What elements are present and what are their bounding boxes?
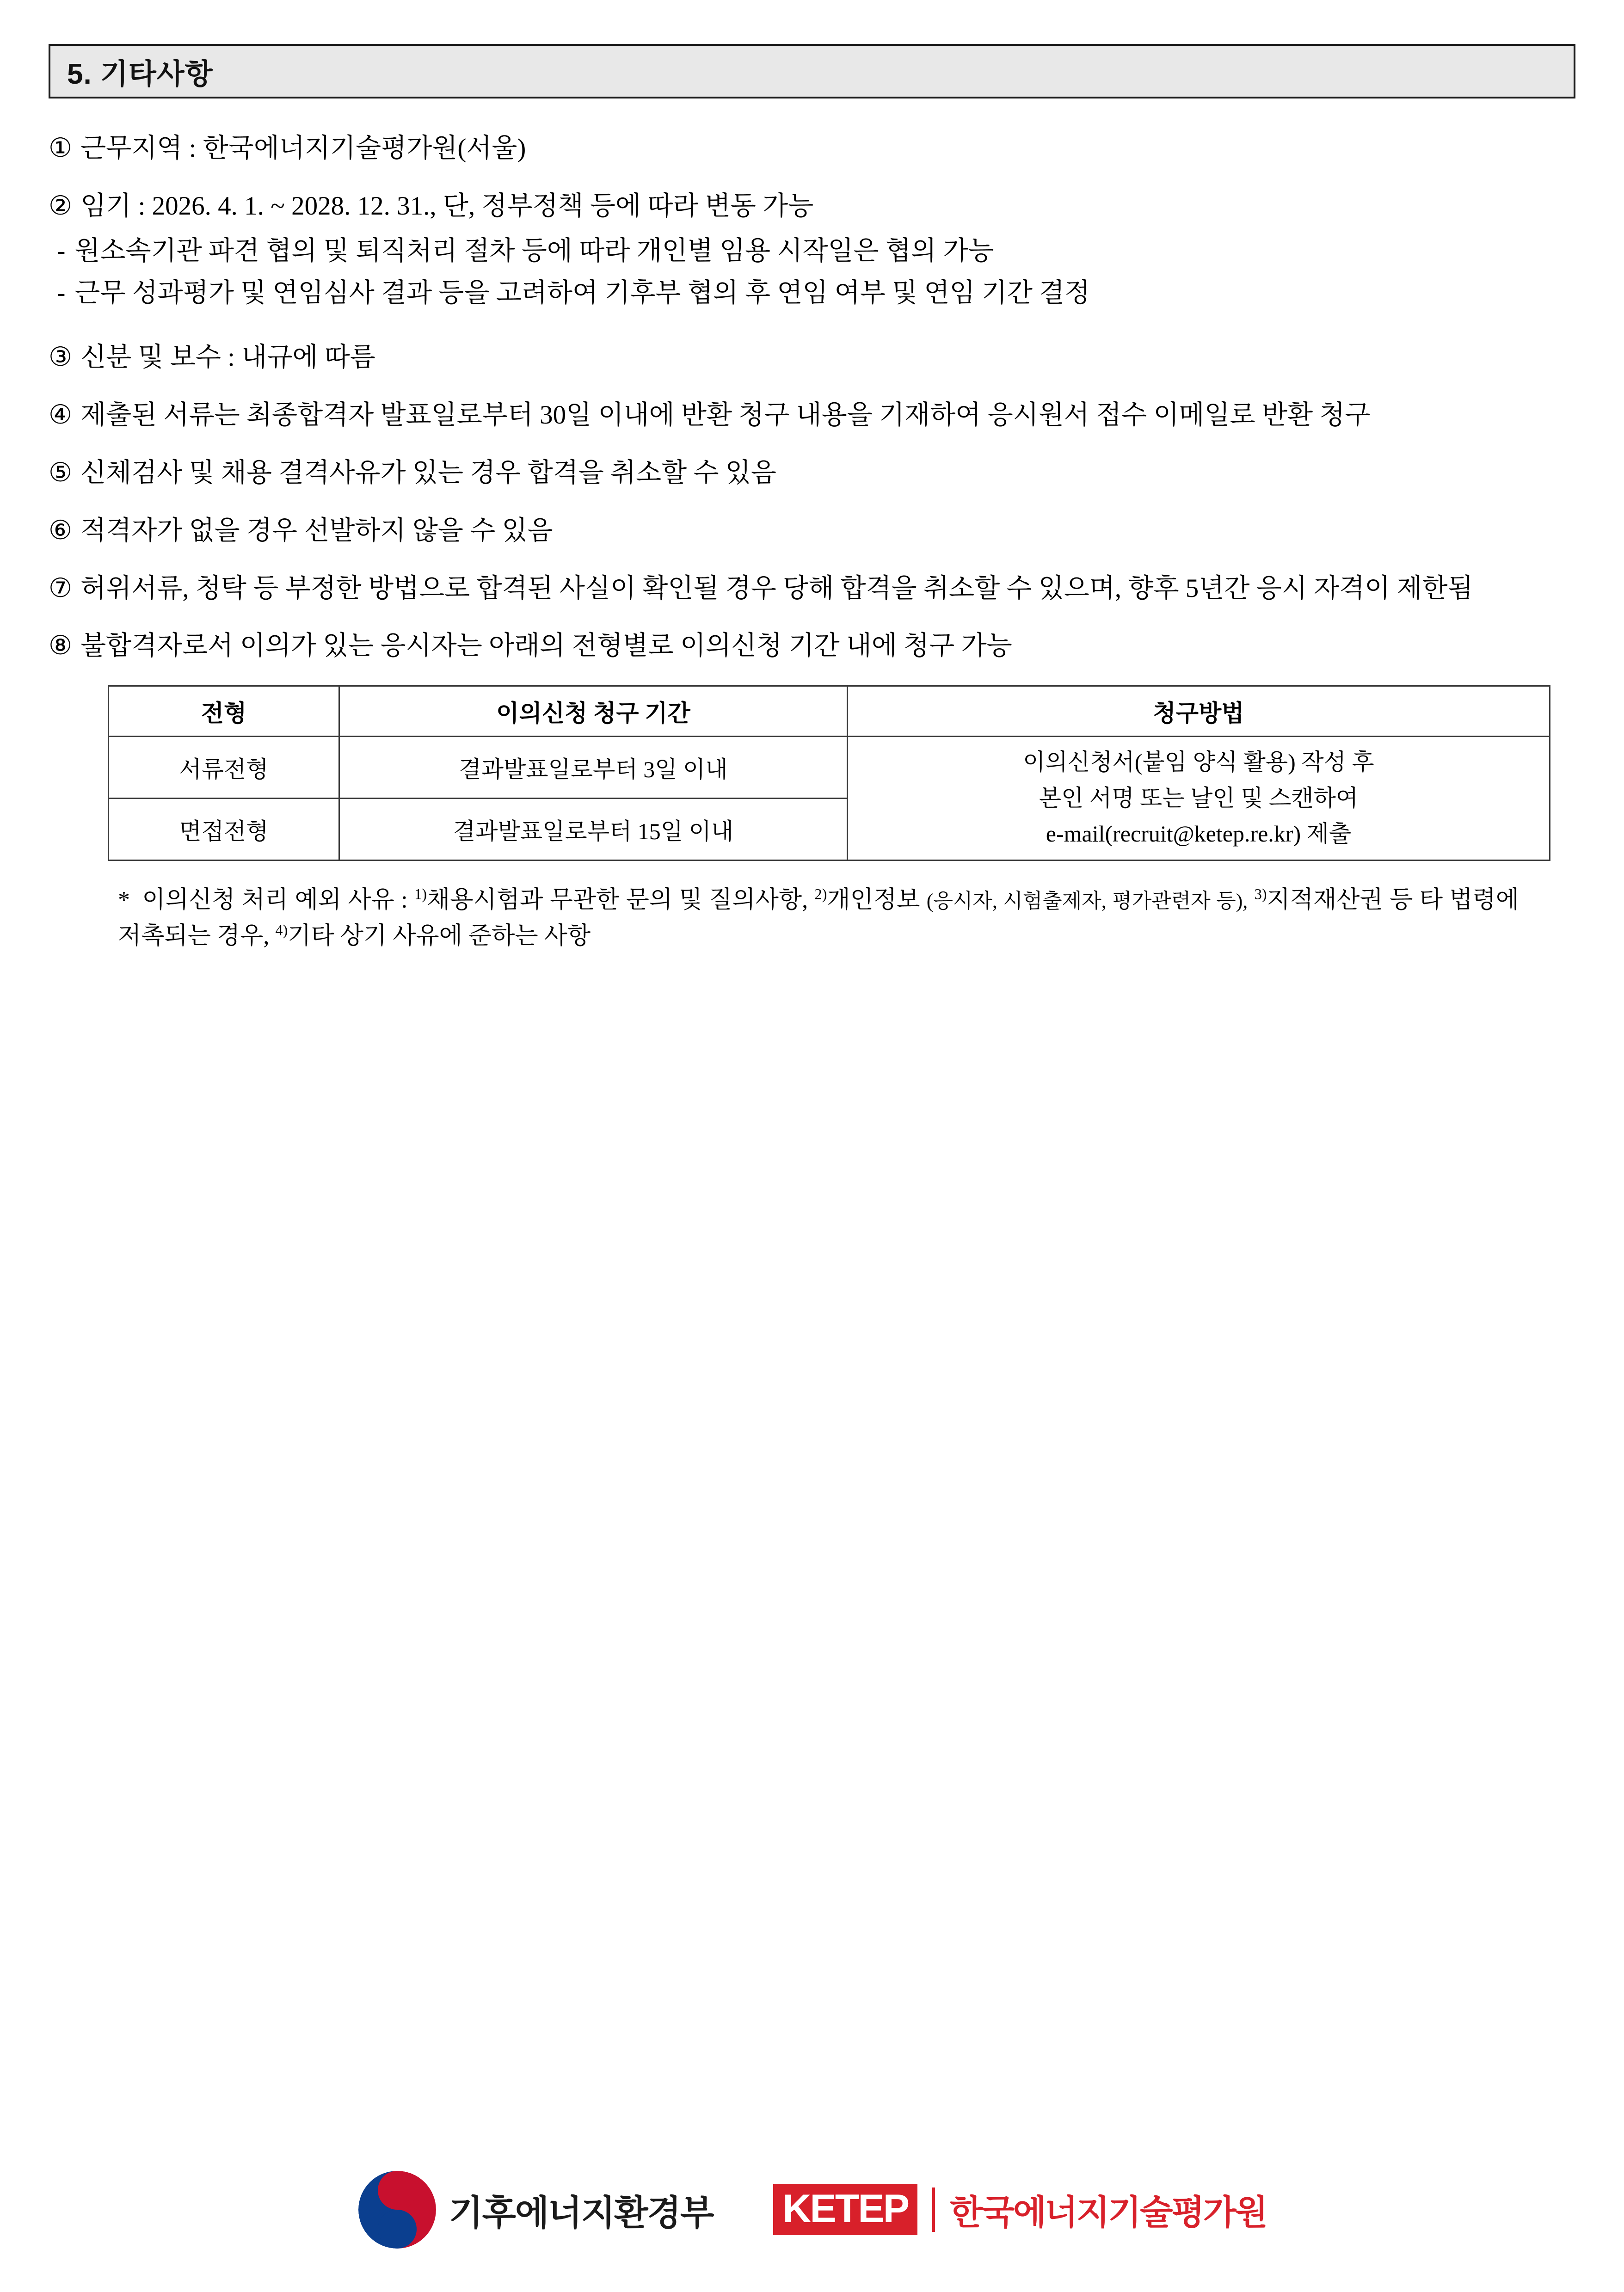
taegeuk-icon bbox=[357, 2170, 437, 2249]
list-marker: ⑧ bbox=[49, 631, 73, 661]
table-cell-type: 서류전형 bbox=[109, 737, 339, 799]
list-marker: ③ bbox=[49, 342, 73, 372]
note-part-4: 기타 상기 사유에 준하는 사항 bbox=[288, 922, 591, 949]
sub-list-marker: - bbox=[57, 236, 66, 264]
list-text: 불합격자로서 이의가 있는 응시자는 아래의 전형별로 이의신청 기간 내에 청구 가능 bbox=[80, 631, 1012, 661]
method-line-2: 본인 서명 또는 날인 및 스캔하여 bbox=[1039, 785, 1359, 811]
method-line-1: 이의신청서(붙임 양식 활용) 작성 후 bbox=[1023, 749, 1374, 775]
list-item bbox=[49, 130, 1575, 167]
exception-note bbox=[118, 882, 1519, 954]
divider bbox=[932, 2188, 935, 2232]
ketep-logo bbox=[773, 2184, 1267, 2235]
table-header-cell: 이의신청 청구 기간 bbox=[339, 686, 848, 737]
appeal-table-wrapper bbox=[108, 685, 1523, 861]
list-marker: ⑦ bbox=[49, 573, 73, 603]
note-sup-1: 1) bbox=[414, 885, 427, 903]
table-header-cell: 전형 bbox=[109, 686, 339, 737]
list-text: 신분 및 보수 : 내규에 따름 bbox=[80, 342, 375, 372]
ketep-wordmark: KETEP bbox=[773, 2184, 917, 2235]
note-part-3: 지적재산권 등 타 법령에 저촉되는 경우, bbox=[118, 886, 1519, 949]
list-marker: ① bbox=[49, 134, 73, 163]
note-sup-4: 4) bbox=[275, 922, 288, 939]
list-marker: ④ bbox=[49, 400, 73, 430]
list-marker: ⑥ bbox=[49, 516, 73, 545]
method-line-3: e-mail(recruit@ketep.re.kr) 제출 bbox=[1046, 821, 1352, 847]
note-part-2b: (응시자, 시험출제자, 평가관련자 등), bbox=[926, 889, 1248, 912]
list-item bbox=[49, 455, 1575, 492]
list-item bbox=[49, 570, 1575, 608]
list-item bbox=[49, 339, 1575, 376]
table-cell-type: 면접전형 bbox=[109, 799, 339, 860]
list-item bbox=[49, 627, 1575, 665]
appeal-table bbox=[108, 685, 1550, 861]
sub-list-text: 근무 성과평가 및 연임심사 결과 등을 고려하여 기후부 협의 후 연임 여부 및 연임 기간 결정 bbox=[74, 278, 1090, 307]
table-cell-method bbox=[848, 737, 1550, 860]
table-header-row bbox=[109, 686, 1550, 737]
list-text: 적격자가 없을 경우 선발하지 않을 수 있음 bbox=[80, 516, 553, 545]
list-text: 제출된 서류는 최종합격자 발표일로부터 30일 이내에 반환 청구 내용을 기재하여 응시원서 접수 이메일로 반환 청구 bbox=[80, 400, 1371, 430]
note-part-2: 개인정보 bbox=[827, 886, 920, 913]
note-star: * bbox=[118, 886, 130, 913]
note-sup-3: 3) bbox=[1254, 885, 1267, 903]
ministry-logo bbox=[357, 2170, 713, 2249]
list-item bbox=[49, 397, 1575, 434]
list-marker: ⑤ bbox=[49, 458, 73, 487]
footer-logos bbox=[0, 2170, 1624, 2249]
table-header-cell: 청구방법 bbox=[848, 686, 1550, 737]
table-cell-period: 결과발표일로부터 3일 이내 bbox=[339, 737, 848, 799]
list-text: 임기 : 2026. 4. 1. ~ 2028. 12. 31., 단, 정부정책 등에 따라 변동 가능 bbox=[80, 191, 814, 221]
note-part-1: 채용시험과 무관한 문의 및 질의사항, bbox=[427, 886, 808, 913]
list-item bbox=[49, 188, 1575, 225]
list-text: 허위서류, 청탁 등 부정한 방법으로 합격된 사실이 확인될 경우 당해 합격을 취소할 수 있으며, 향후 5년간 응시 자격이 제한됨 bbox=[80, 573, 1473, 603]
note-lead: 이의신청 처리 예외 사유 : bbox=[142, 886, 408, 913]
sub-list-marker: - bbox=[57, 278, 66, 307]
table-row bbox=[109, 737, 1550, 799]
section-heading bbox=[49, 44, 1575, 98]
page-title: 5. 기타사항 bbox=[67, 58, 213, 90]
note-sup-2: 2) bbox=[814, 885, 827, 903]
sub-list-item bbox=[49, 233, 1575, 270]
sub-list-item bbox=[49, 275, 1575, 312]
list-marker: ② bbox=[49, 191, 73, 221]
list-text: 근무지역 : 한국에너지기술평가원(서울) bbox=[80, 134, 526, 163]
table-cell-period: 결과발표일로부터 15일 이내 bbox=[339, 799, 848, 860]
list-text: 신체검사 및 채용 결격사유가 있는 경우 합격을 취소할 수 있음 bbox=[80, 458, 776, 487]
ketep-name: 한국에너지기술평가원 bbox=[950, 2193, 1267, 2231]
sub-list-text: 원소속기관 파견 협의 및 퇴직처리 절차 등에 따라 개인별 임용 시작일은 협의 가능 bbox=[74, 236, 994, 265]
list-item bbox=[49, 512, 1575, 550]
ministry-name: 기후에너지환경부 bbox=[449, 2193, 714, 2233]
